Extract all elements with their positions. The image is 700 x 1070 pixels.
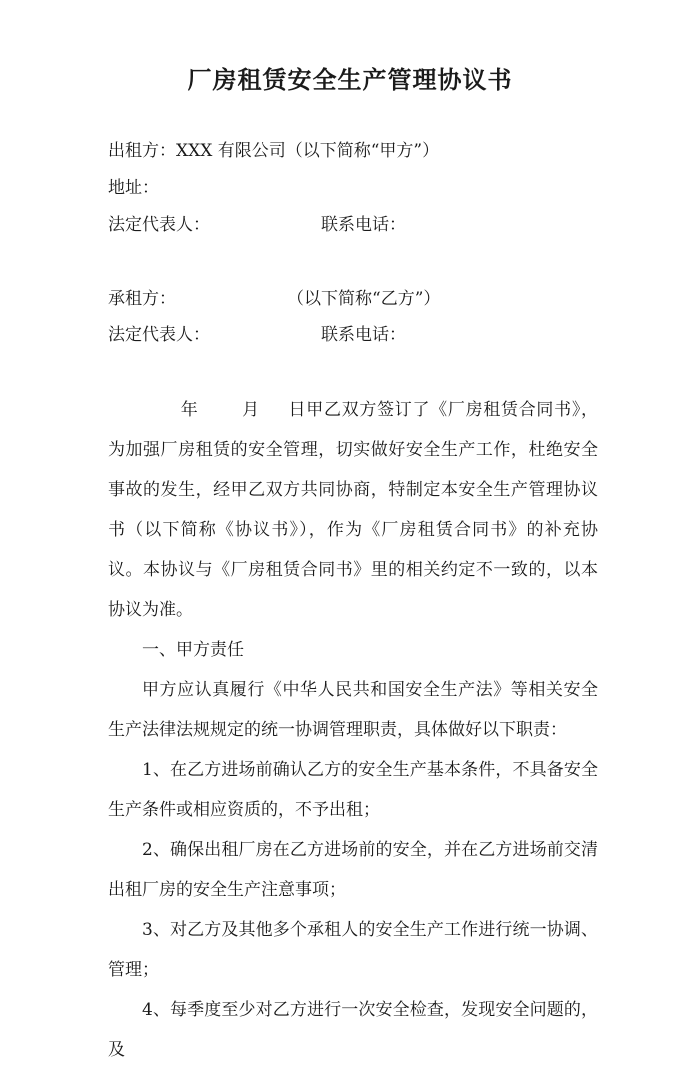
agreement-body [108,390,598,1070]
address-line: 地址： [108,178,159,198]
lessee-label: 承租方： [108,289,176,309]
lessee-rep-label: 法定代表人： [108,325,210,345]
date-year: 年 [180,400,199,420]
date-month: 月 [241,400,260,420]
document-title: 厂房租赁安全生产管理协议书 [187,65,513,94]
lessee-phone-label: 联系电话： [321,325,406,345]
lessor-rep-label: 法定代表人： [108,215,210,235]
lessor-phone-label: 联系电话： [321,215,406,235]
item-4: 4、每季度至少对乙方进行一次安全检查，发现安全问题的，及 [108,1000,598,1060]
item-1: 1、在乙方进场前确认乙方的安全生产基本条件，不具备安全生产条件或相应资质的，不予出租； [108,760,598,820]
lessee-alias: （以下简称“乙方”） [287,289,441,309]
intro-paragraph [108,390,598,630]
item-2: 2、确保出租厂房在乙方进场前的安全，并在乙方进场前交清出租厂房的安全生产注意事项； [108,840,598,900]
section1-heading: 一、甲方责任 [142,640,244,660]
lessor-line: 出租方：XXX 有限公司（以下简称“甲方”） [108,141,440,161]
section1-intro: 甲方应认真履行《中华人民共和国安全生产法》等相关安全生产法律法规规定的统一协调管理职责，具体做好以下职责： [108,680,598,740]
item-3: 3、对乙方及其他多个承租人的安全生产工作进行统一协调、管理； [108,920,598,980]
intro-text: 日甲乙双方签订了《厂房租赁合同书》，为加强厂房租赁的安全管理，切实做好安全生产工作，杜绝安全事故的发生，经甲乙双方共同协商，特制定本安全生产管理协议书（以下简称《协议书》），作为《厂房租赁合同书》的补充协议。本协议与《厂房租赁合同书》里的相关约定不一致的，以本协议为准。 [108,400,599,620]
